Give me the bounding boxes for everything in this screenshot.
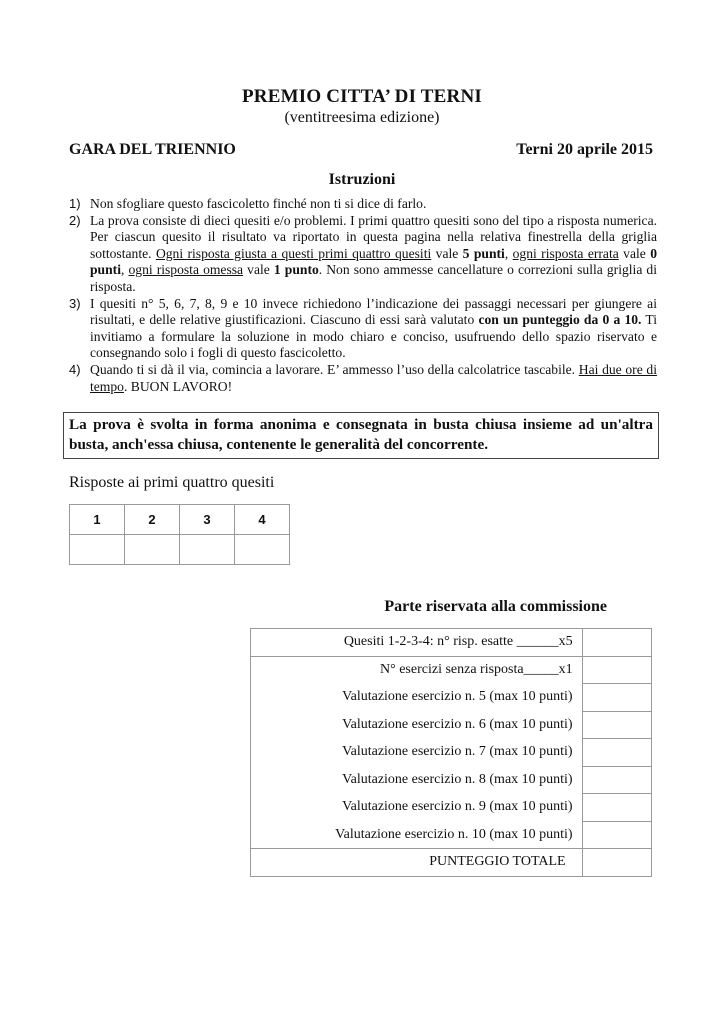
row-label: Valutazione esercizio n. 8 (max 10 punti) bbox=[251, 766, 583, 794]
answer-column-2: 2 bbox=[125, 505, 180, 535]
row-label: Valutazione esercizio n. 5 (max 10 punti) bbox=[251, 684, 583, 712]
rule-underlined: ogni risposta omessa bbox=[128, 262, 244, 278]
rule-text: , bbox=[120, 262, 129, 278]
score-cell[interactable] bbox=[582, 766, 651, 794]
commission-table bbox=[250, 628, 652, 877]
rule-text: . BUON LAVORO! bbox=[123, 378, 233, 394]
score-cell[interactable] bbox=[582, 794, 651, 822]
anonymity-notice: La prova è svolta in forma anonima e consegnata in busta chiusa insieme ad un'altra busta, anch'essa chiusa, contenente le generalità del concorrente. bbox=[63, 412, 659, 459]
answer-grid bbox=[69, 504, 290, 565]
rule-item bbox=[69, 196, 657, 213]
rule-text: vale bbox=[618, 245, 651, 261]
answer-box-1[interactable] bbox=[70, 535, 125, 565]
row-label: Valutazione esercizio n. 7 (max 10 punti) bbox=[251, 739, 583, 767]
rule-item bbox=[69, 362, 657, 395]
table-row bbox=[251, 711, 652, 739]
row-label: Valutazione esercizio n. 6 (max 10 punti) bbox=[251, 711, 583, 739]
total-score-cell[interactable] bbox=[582, 849, 651, 877]
edition-subtitle: (ventitreesima edizione) bbox=[284, 109, 440, 126]
answer-column-3: 3 bbox=[180, 505, 235, 535]
answer-grid-row bbox=[70, 535, 290, 565]
rule-bold: 5 punti bbox=[462, 245, 505, 261]
answer-box-4[interactable] bbox=[235, 535, 290, 565]
rule-bold: 1 punto bbox=[273, 262, 319, 278]
commission-heading: Parte riservata alla commissione bbox=[384, 598, 607, 615]
rule-text: . Non sono ammesse cancellature o correzioni sulla griglia di risposta. bbox=[90, 262, 658, 294]
rule-text: vale bbox=[431, 245, 463, 261]
total-row bbox=[251, 849, 652, 877]
rule-text: Ti invitiamo a formulare la soluzione in modo chiaro e conciso, usufruendo dello spazio riservato e consegnando solo i fogli di questo fascicoletto. bbox=[90, 312, 657, 361]
document-title: PREMIO CITTA’ DI TERNI bbox=[242, 86, 482, 107]
row-label: Valutazione esercizio n. 10 (max 10 punti) bbox=[251, 821, 583, 849]
row-label: Valutazione esercizio n. 9 (max 10 punti) bbox=[251, 794, 583, 822]
score-cell[interactable] bbox=[582, 684, 651, 712]
score-cell[interactable] bbox=[582, 821, 651, 849]
answer-column-1: 1 bbox=[70, 505, 125, 535]
rule-number: 4) bbox=[69, 361, 81, 377]
score-cell[interactable] bbox=[582, 739, 651, 767]
rule-text: , bbox=[504, 245, 513, 261]
row-label: N° esercizi senza risposta_____x1 bbox=[251, 656, 583, 684]
table-row bbox=[251, 629, 652, 657]
instructions-list bbox=[69, 196, 657, 395]
table-row bbox=[251, 684, 652, 712]
rule-item bbox=[69, 213, 657, 296]
rule-text: I quesiti n° 5, 6, 7, 8, 9 e 10 invece richiedono l’indicazione dei passaggi necessari per giungere ai risultati, e delle relative giustificazioni. Ciascuno di essi sarà valutato bbox=[90, 295, 657, 328]
score-cell[interactable] bbox=[582, 656, 651, 684]
rule-bold: 0 punti bbox=[90, 245, 657, 278]
rule-underlined: ogni risposta errata bbox=[512, 245, 619, 261]
table-row bbox=[251, 794, 652, 822]
rule-text: Quando ti si dà il via, comincia a lavorare. E’ ammesso l’uso della calcolatrice tascabile. bbox=[90, 361, 579, 377]
table-row bbox=[251, 766, 652, 794]
answer-column-4: 4 bbox=[235, 505, 290, 535]
rule-text: Non sfogliare questo fascicoletto finché non ti si dice di farlo. bbox=[90, 196, 427, 211]
rule-underlined: Ogni risposta giusta a questi primi quattro quesiti bbox=[155, 245, 432, 261]
rule-text: La prova consiste di dieci quesiti e/o problemi. I primi quattro quesiti sono del tipo a risposta numerica. Per ciascun quesito il risultato va riportato in questa pagina nella relativa finestrella della griglia sottostante. bbox=[90, 212, 657, 261]
rule-bold: con un punteggio da 0 a 10. bbox=[478, 312, 642, 328]
table-row bbox=[251, 656, 652, 684]
table-row bbox=[251, 821, 652, 849]
rule-number: 3) bbox=[69, 295, 81, 311]
row-label: Quesiti 1-2-3-4: n° risp. esatte ______x5 bbox=[251, 629, 583, 657]
rule-number: 1) bbox=[69, 196, 81, 211]
rule-text: vale bbox=[243, 262, 274, 278]
answer-grid-header bbox=[70, 505, 290, 535]
rule-item bbox=[69, 296, 657, 362]
answers-heading: Risposte ai primi quattro quesiti bbox=[69, 474, 275, 491]
competition-date: Terni 20 aprile 2015 bbox=[516, 141, 653, 158]
rule-number: 2) bbox=[69, 212, 81, 228]
total-label: PUNTEGGIO TOTALE bbox=[251, 849, 583, 877]
answer-box-2[interactable] bbox=[125, 535, 180, 565]
rule-underlined: Hai due ore di tempo bbox=[90, 361, 657, 394]
score-cell[interactable] bbox=[582, 711, 651, 739]
competition-name: GARA DEL TRIENNIO bbox=[69, 141, 236, 158]
score-cell[interactable] bbox=[582, 629, 651, 657]
table-row bbox=[251, 739, 652, 767]
answer-box-3[interactable] bbox=[180, 535, 235, 565]
instructions-heading: Istruzioni bbox=[328, 171, 396, 188]
